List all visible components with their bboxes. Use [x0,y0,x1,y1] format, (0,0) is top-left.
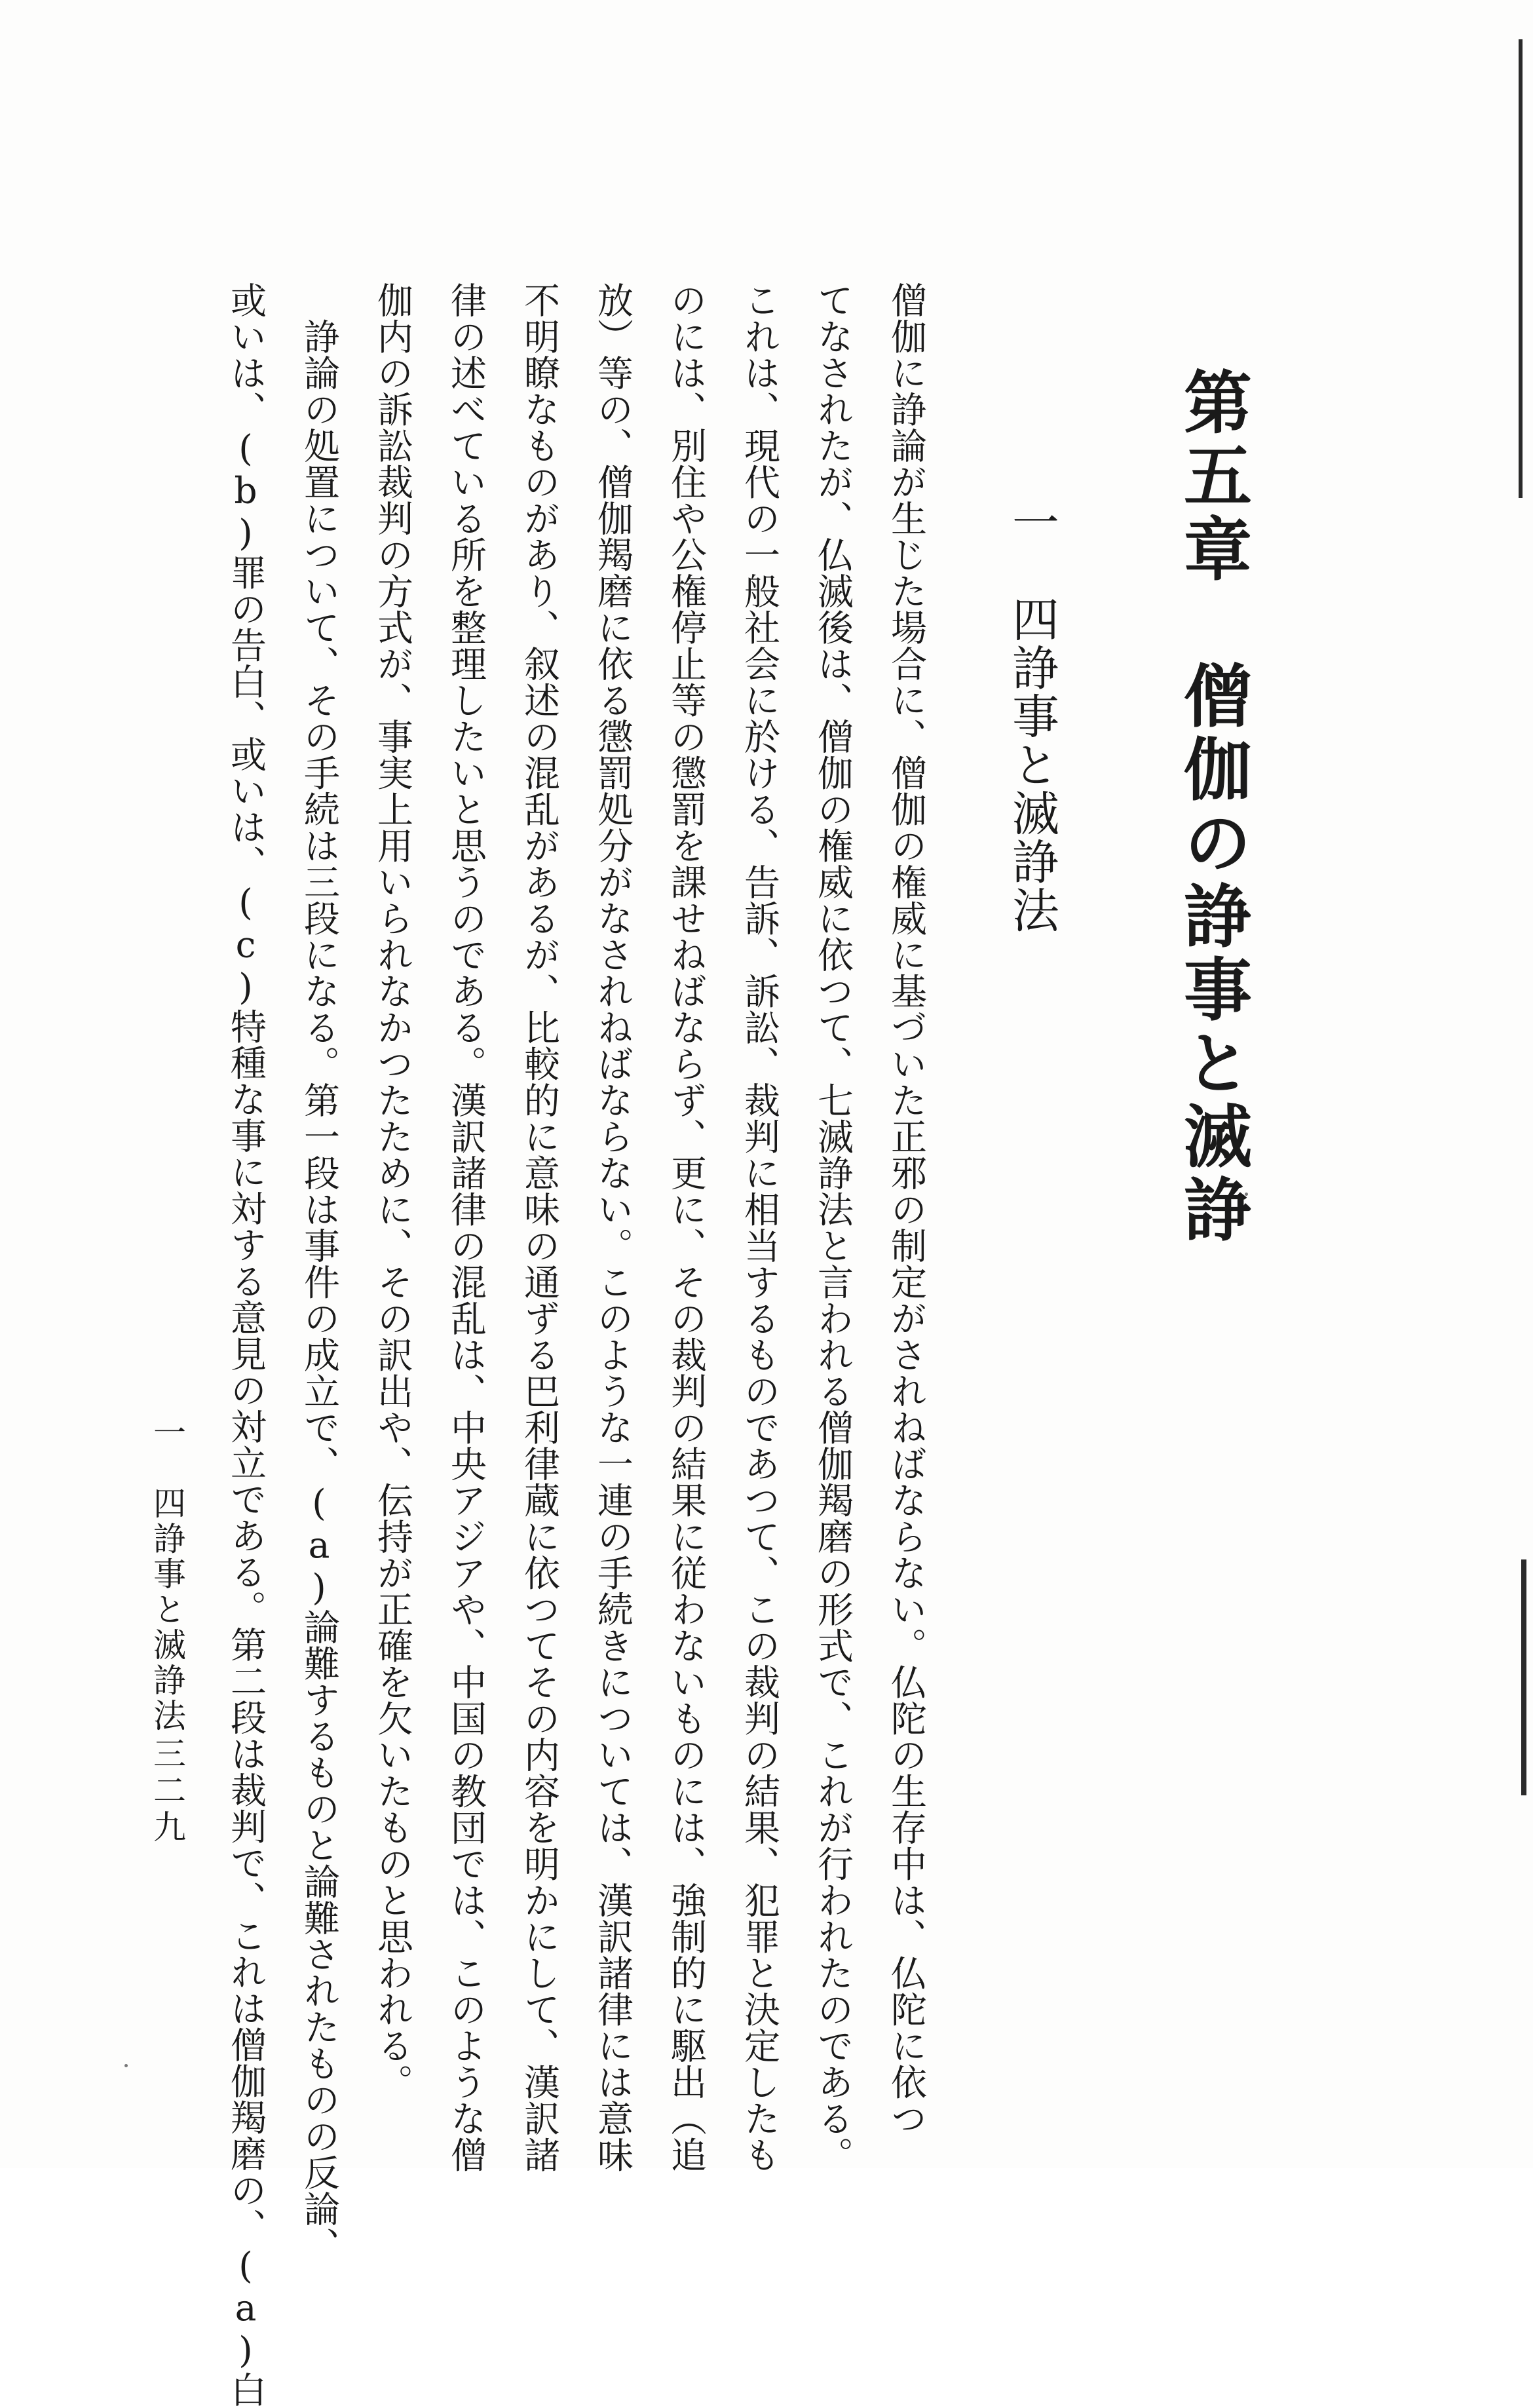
body-column: これは、現代の一般社会に於ける、告訴、訴訟、裁判に相当するものであつて、この裁判の結果、犯罪と決定したも [738,282,780,2173]
body-column: 諍論の処置について、その手続は三段になる。第一段は事件の成立で、(a)論難するものと論難されたものの反論、 [298,282,340,2263]
scan-speck [124,2064,128,2067]
body-column: 僧伽に諍論が生じた場合に、僧伽の権威に基づいた正邪の制定がされねばならない。仏陀の生存中は、仏陀に依つ [885,282,927,2137]
body-column: てなされたが、仏滅後は、僧伽の権威に依つて、七滅諍法と言われる僧伽羯磨の形式で、これが行われたのである。 [812,282,854,2173]
body-column: 放）等の、僧伽羯磨に依る懲罰処分がなされねばならない。このような一連の手続きについては、漢訳諸律には意味 [592,282,634,2173]
page-number: 三二九 [148,1736,186,1846]
body-column: のには、別住や公権停止等の懲罰を課せねばならず、更に、その裁判の結果に従わないものには、強制的に駆出（追 [665,282,707,2173]
scan-edge-mark [1521,1559,1526,1795]
scan-edge-mark [1519,39,1523,498]
body-column: 不明瞭なものがあり、叙述の混乱があるが、比較的に意味の通ずる巴利律蔵に依つてその内容を明かにして、漢訳諸 [518,282,560,2173]
chapter-title: 第五章 僧伽の諍事と滅諍 [1172,367,1253,1248]
running-head: 一 四諍事と滅諍法 [148,1415,186,1734]
body-column: 伽内の訴訟裁判の方式が、事実上用いられなかつたために、その訳出や、伝持が正確を欠いたものと思われる。 [371,282,413,2100]
section-title: 一 四諍事と滅諍法 [1004,498,1059,934]
body-column: 或いは、(b)罪の告白、或いは、(c)特種な事に対する意見の対立である。第二段は裁判で、これは僧伽羯磨の、(a)白 [225,282,267,2408]
body-column: 律の述べている所を整理したいと思うのである。漢訳諸律の混乱は、中央アジアや、中国の教団では、このような僧 [445,282,487,2173]
